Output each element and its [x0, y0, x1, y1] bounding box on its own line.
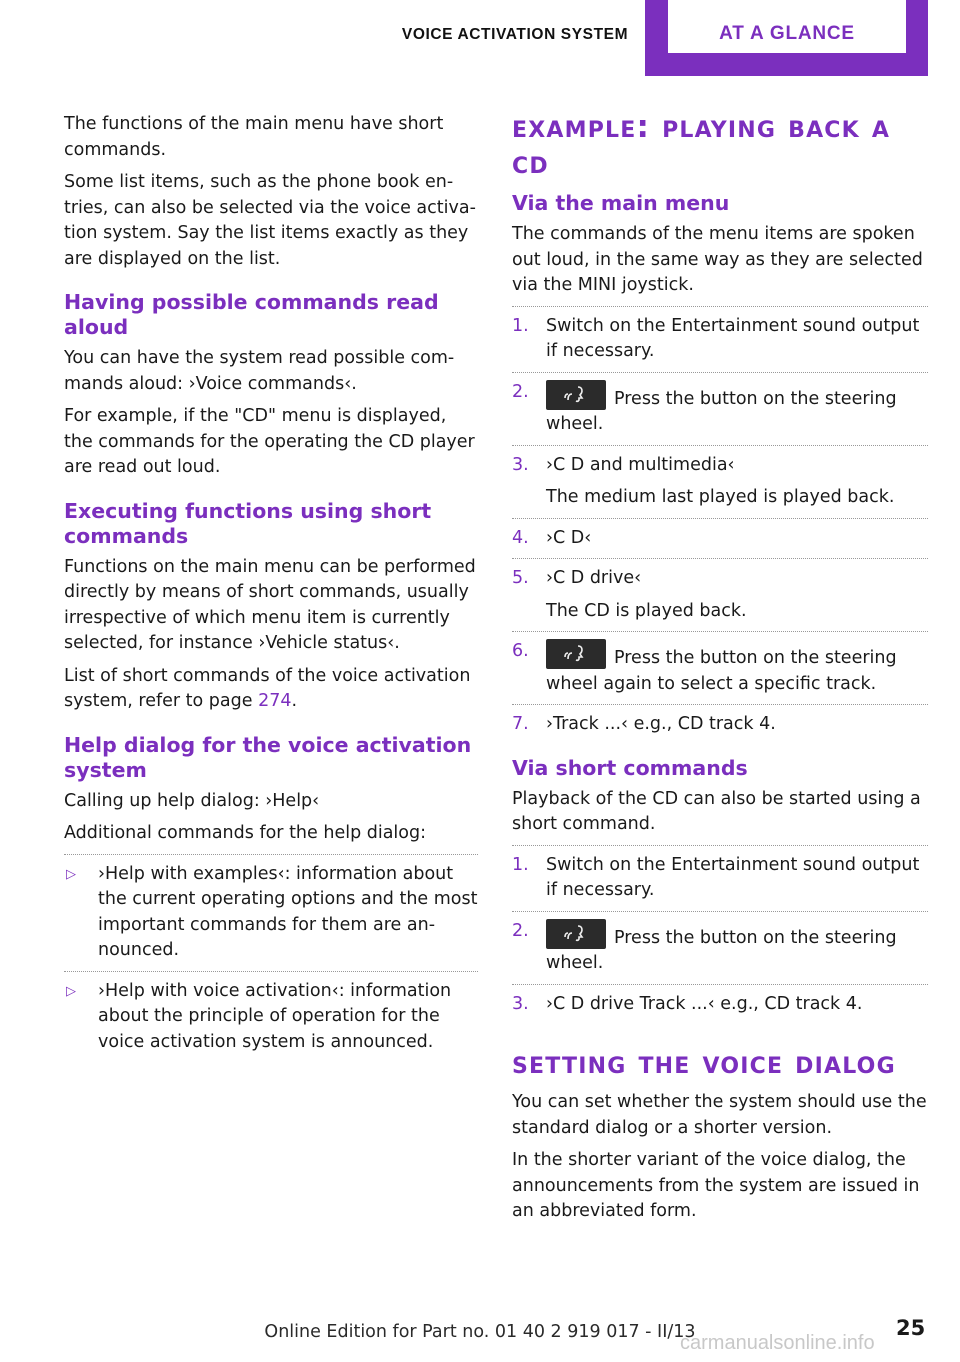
step-text: Press the button on the steering wheel again to select a specific track.	[546, 648, 897, 694]
list-divider	[512, 518, 928, 519]
via-short-commands-heading: Via short commands	[512, 755, 748, 780]
via-main-menu-heading: Via the main menu	[512, 191, 730, 215]
step-number: 3.	[512, 993, 529, 1014]
voice-dialog-heading: setting the voice dialog	[512, 1045, 896, 1081]
step-number: 1.	[512, 315, 529, 336]
step-number: 6.	[512, 641, 529, 661]
left-column	[64, 112, 478, 1062]
short-commands-text: List of short commands of the voice activation system, refer to page	[64, 665, 471, 711]
step-number: 3.	[512, 454, 529, 475]
bullet-text: ›Help with voice activation‹: information about the principle of operation for the voice activation system is announced.	[98, 980, 452, 1052]
step-text: Press the button on the steering wheel.	[546, 388, 897, 434]
list-item	[512, 639, 928, 697]
list-item	[64, 862, 478, 964]
step-number: 5.	[512, 568, 529, 588]
step-number: 7.	[512, 714, 529, 734]
page-reference-link[interactable]: 274	[258, 691, 292, 711]
step-number: 4.	[512, 527, 529, 548]
list-divider	[512, 306, 928, 307]
step-text: ›C D drive Track ...‹ e.g., CD track 4.	[546, 993, 863, 1014]
short-commands-paragraph-1: Functions on the main menu can be performed directly by means of short commands, usually irrespective of which menu item is currently selected, for instance ›Vehicle status‹.	[64, 556, 476, 653]
list-item	[512, 314, 928, 365]
step-text: Switch on the Entertainment sound output if necessary.	[546, 854, 920, 900]
step-text: Switch on the Entertainment sound output if necessary.	[546, 315, 920, 361]
section-title: VOICE ACTIVATION SYSTEM	[401, 26, 629, 43]
step-text: ›Track ...‹ e.g., CD track 4.	[546, 714, 776, 734]
step-text: ›C D drive‹	[546, 568, 642, 588]
list-item	[512, 853, 928, 904]
right-column	[512, 109, 928, 1232]
watermark: carmanualsonline.info	[680, 1332, 875, 1354]
step-continuation: The CD is played back.	[546, 600, 747, 621]
list-divider	[512, 631, 928, 632]
list-item	[512, 712, 928, 738]
triangle-bullet-icon: ▷	[66, 983, 76, 999]
step-text: ›C D and multimedia‹	[546, 454, 735, 475]
list-divider	[512, 372, 928, 373]
via-main-menu-intro: The commands of the menu items are spoken out loud, in the same way as they are selected via the MINI joystick.	[512, 224, 923, 295]
intro-paragraph-2: Some list items, such as the phone book entries, can also be selected via the voice activation system. Say the list items exactly as they are displayed on the list.	[64, 172, 476, 269]
list-divider	[64, 854, 478, 855]
list-divider	[512, 845, 928, 846]
step-number: 2.	[512, 920, 529, 941]
step-continuation: The medium last played is played back.	[546, 487, 895, 507]
list-item	[512, 992, 928, 1018]
list-divider	[512, 984, 928, 985]
voice-activation-button-icon	[546, 639, 606, 669]
step-text: ›C D‹	[546, 527, 592, 548]
list-divider	[512, 558, 928, 559]
chapter-tab-label: AT A GLANCE	[668, 0, 906, 53]
bullet-text: ›Help with examples‹: information about the current operating options and the most important commands for them are announced.	[98, 863, 478, 960]
voice-dialog-paragraph-1: You can set whether the system should use the standard dialog or a shorter version.	[512, 1092, 927, 1138]
page-number: 25	[896, 1316, 926, 1340]
read-aloud-paragraph-2: For example, if the "CD" menu is displayed, the commands for the operating the CD player are read out loud.	[64, 406, 475, 477]
read-aloud-heading: Having possible commands read aloud	[64, 290, 439, 339]
list-item	[512, 566, 928, 624]
short-commands-paragraph-2	[64, 664, 478, 715]
list-item	[512, 919, 928, 977]
list-item	[512, 526, 928, 552]
short-commands-text-end: .	[291, 691, 298, 711]
example-cd-heading: example: playing back a cd	[512, 109, 891, 181]
list-item	[64, 979, 478, 1056]
voice-activation-button-icon	[546, 919, 606, 949]
list-divider	[512, 445, 928, 446]
help-dialog-heading: Help dialog for the voice activation system	[64, 732, 472, 782]
list-divider	[512, 704, 928, 705]
step-number: 2.	[512, 381, 529, 402]
help-dialog-paragraph-1: Calling up help dialog: ›Help‹	[64, 790, 320, 811]
read-aloud-paragraph-1: You can have the system read possible commands aloud: ›Voice commands‹.	[64, 348, 455, 394]
via-short-commands-intro: Playback of the CD can also be started using a short command.	[512, 788, 921, 834]
list-item	[512, 453, 928, 511]
voice-dialog-paragraph-2: In the shorter variant of the voice dialog, the announcements from the system are issued in an abbreviated form.	[512, 1150, 920, 1221]
short-commands-heading: Executing functions using short commands	[64, 498, 432, 548]
step-text: Press the button on the steering wheel.	[546, 927, 897, 973]
help-dialog-paragraph-2: Additional commands for the help dialog:	[64, 823, 427, 843]
step-number: 1.	[512, 854, 529, 875]
list-divider	[64, 971, 478, 972]
voice-activation-button-icon	[546, 380, 606, 410]
footer-edition: Online Edition for Part no. 01 40 2 919 017 - II/13	[264, 1322, 696, 1342]
chapter-tab	[645, 0, 928, 76]
triangle-bullet-icon: ▷	[66, 866, 76, 882]
list-item	[512, 380, 928, 438]
intro-paragraph-1: The functions of the main menu have short commands.	[64, 114, 444, 160]
list-divider	[512, 911, 928, 912]
